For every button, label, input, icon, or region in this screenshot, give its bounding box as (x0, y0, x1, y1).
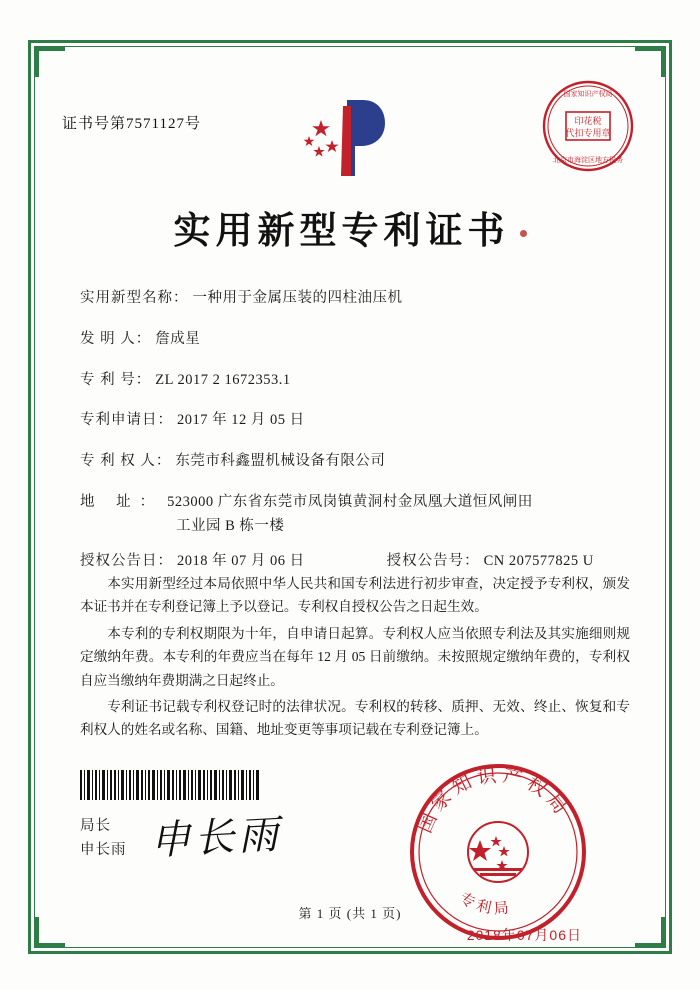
svg-text:国家知识产权局: 国家知识产权局 (563, 90, 613, 98)
certificate-content (58, 70, 642, 943)
svg-text:国家知识产权局: 国家知识产权局 (413, 764, 575, 837)
tax-stamp-seal (540, 78, 636, 174)
page-title (58, 200, 642, 254)
page-title-text: 实用新型专利证书 (173, 208, 510, 252)
field-label: 实用新型名称： (80, 290, 189, 306)
field-row-patentee (80, 451, 632, 473)
field-row-application-date (80, 410, 632, 432)
page-number: 第 1 页 (共 1 页) (298, 906, 402, 921)
field-label: 专 利 权 人： (80, 453, 172, 469)
field-value: 2017 年 12 月 05 日 (177, 412, 305, 429)
field-value: ZL 2017 2 1672353.1 (155, 371, 291, 388)
field-row-grant (80, 551, 632, 573)
grant-number-label: 授权公告号： (386, 553, 480, 570)
legal-paragraph: 本实用新型经过本局依照中华人民共和国专利法进行初步审查，决定授予专利权，颁发本证书并在专利登记簿上予以登记。专利权自授权公告之日起生效。 (80, 576, 630, 615)
signature-block (80, 815, 127, 863)
seal-date: 2018年07月06日 (466, 927, 582, 943)
svg-text:印花税: 印花税 (574, 117, 602, 127)
barcode (80, 770, 260, 800)
field-list (80, 288, 632, 592)
grant-number-group (387, 551, 594, 573)
field-value-address-line2: 工业园 B 栋一楼 (176, 517, 285, 534)
field-label-address: 地 址： (80, 493, 164, 510)
field-value: 东莞市科鑫盟机械设备有限公司 (175, 453, 386, 469)
field-label: 专利申请日： (80, 412, 173, 429)
patent-office-logo-icon (285, 92, 415, 182)
field-row-invention-name (80, 288, 632, 310)
legal-paragraphs (80, 572, 630, 745)
signature-name: 申长雨 (80, 841, 127, 858)
svg-text:代扣专用章: 代扣专用章 (565, 129, 611, 139)
field-value: 詹成星 (155, 330, 201, 347)
field-row-address (80, 492, 632, 538)
certificate-number: 证书号第7571127号 (62, 116, 201, 132)
field-value: 一种用于金属压装的四柱油压机 (192, 290, 403, 306)
field-label: 专 利 号： (80, 371, 152, 388)
signature-title: 局长 (80, 818, 111, 834)
field-value-address-line1: 523000 广东省东莞市凤岗镇黄洞村金凤凰大道恒风闸田 (167, 493, 533, 510)
grant-date-label: 授权公告日： (80, 553, 173, 570)
handwritten-signature: 申长雨 (149, 811, 284, 865)
field-row-patent-number (80, 370, 632, 392)
grant-number-value: CN 207577825 U (483, 553, 594, 570)
svg-text:北京市海淀区地方税务: 北京市海淀区地方税务 (553, 156, 623, 164)
field-label: 发 明 人： (80, 330, 152, 347)
legal-paragraph: 本专利的专利权期限为十年，自申请日起算。专利权人应当依照专利法及其实施细则规定缴纳年费。本专利的年费应当在每年 12 月 05 日前缴纳。未按照规定缴纳年费的，专利权自应当缴纳年费期满之日起终止。 (80, 625, 630, 688)
svg-text:专利局: 专利局 (456, 888, 514, 918)
title-dot-mark (520, 230, 527, 237)
grant-date-value: 2018 年 07 月 06 日 (177, 553, 305, 570)
field-row-inventor (80, 329, 632, 351)
legal-paragraph: 专利证书记载专利权登记时的法律状况。专利权的转移、质押、无效、终止、恢复和专利权人的姓名或名称、国籍、地址变更等事项记载在专利登记簿上。 (80, 698, 630, 738)
